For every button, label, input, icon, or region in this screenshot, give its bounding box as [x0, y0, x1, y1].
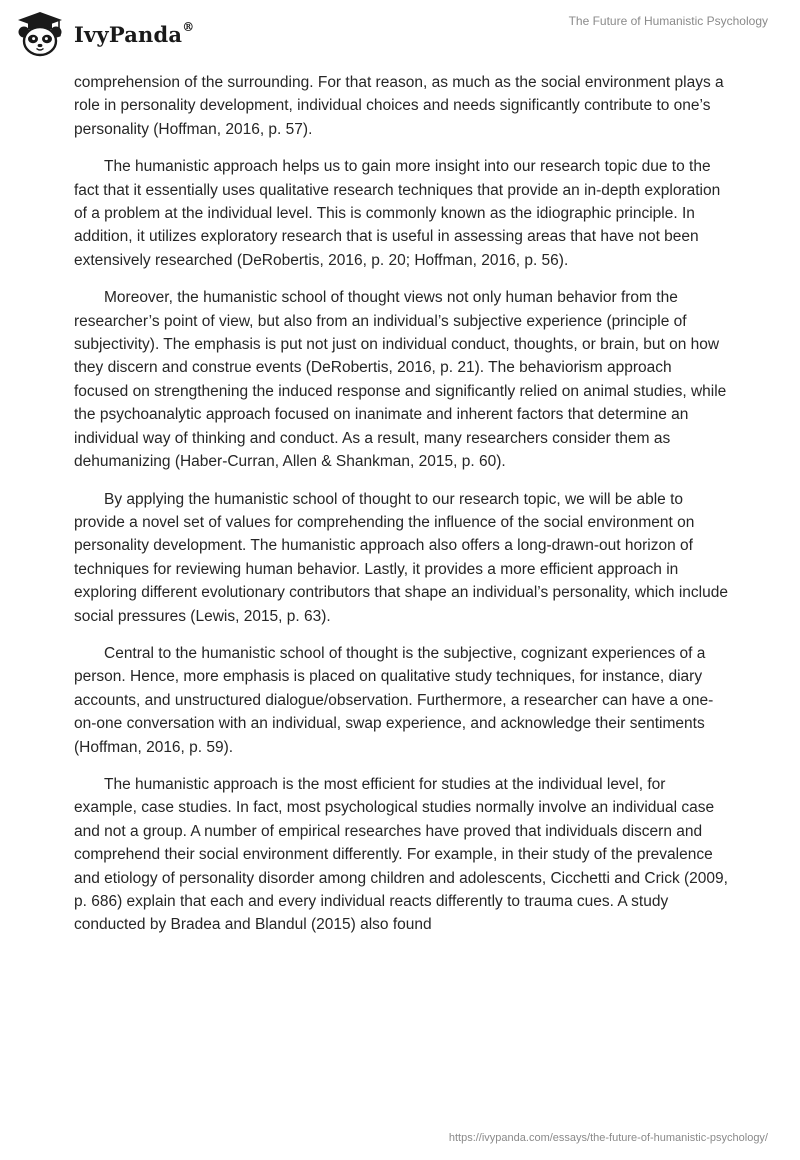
- paragraph: The humanistic approach helps us to gain more insight into our research topic due to the fact that it essentially uses qualitative research techniques that provide an in-depth exploration of a problem at the individual level. This is commonly known as the idiographic principle. In addition, it utilizes exploratory research that is useful in assessing areas that have not been extensively researched (DeRobertis, 2016, p. 20; Hoffman, 2016, p. 56).: [74, 158, 721, 269]
- paragraph: By applying the humanistic school of thought to our research topic, we will be able to provide a novel set of values for comprehending the influence of the social environment on personality development. The humanistic approach also offers a long-drawn-out horizon of techniques for reviewing human behavior. Lastly, it provides a more efficient approach in exploring different evolutionary contributors that shape an individual’s personality, which include social pressures (Lewis, 2015, p. 63).: [74, 490, 728, 625]
- paragraph: Moreover, the humanistic school of thought views not only human behavior from the researcher’s point of view, but also from an individual’s subjective experience (principle of subjectivity). The emphasis is put not just on individual conduct, thoughts, or brain, but on how they discern and construe events (DeRobertis, 2016, p. 21). The behaviorism approach focused on strengthening the induced response and significantly relied on animal studies, while the psychoanalytic approach focused on inanimate and inherent factors that determine an individual way of thinking and conduct. As a result, many researchers consider them as dehumanizing (Haber-Curran, Allen & Shankman, 2015, p. 60).: [74, 289, 727, 471]
- panda-graduate-icon: [14, 10, 66, 58]
- paragraph: The humanistic approach is the most efficient for studies at the individual level, for example, case studies. In fact, most psychological studies normally involve an individual case and not a group. A number of empirical researches have proved that individuals discern and comprehend their social environment differently. For example, in their study of the prevalence and etiology of personality disorder among children and adolescents, Cicchetti and Crick (2009, p. 686) explain that each and every individual reacts differently to trauma cues. A study conducted by Bradea and Blandul (2015) also found: [74, 775, 728, 934]
- document-title: The Future of Humanistic Psychology: [568, 14, 768, 28]
- paragraph: Central to the humanistic school of thought is the subjective, cognizant experiences of a person. Hence, more emphasis is placed on qualitative study techniques, for instance, diary accounts, and unstructured dialogue/observation. Furthermore, a researcher can have a one-on-one conversation with an individual, swap experience, and acknowledge their sentiments (Hoffman, 2016, p. 59).: [74, 644, 714, 756]
- brand-name: IvyPanda®: [74, 19, 195, 47]
- source-url[interactable]: https://ivypanda.com/essays/the-future-of-humanistic-psychology/: [448, 1132, 768, 1144]
- page-header: [0, 0, 800, 60]
- essay-body: [74, 71, 730, 951]
- paragraph: comprehension of the surrounding. For that reason, as much as the social environment plays a role in personality development, individual choices and needs significantly contribute to one’s personality (Hoffman, 2016, p. 57).: [74, 74, 724, 138]
- ivypanda-logo[interactable]: [14, 10, 194, 58]
